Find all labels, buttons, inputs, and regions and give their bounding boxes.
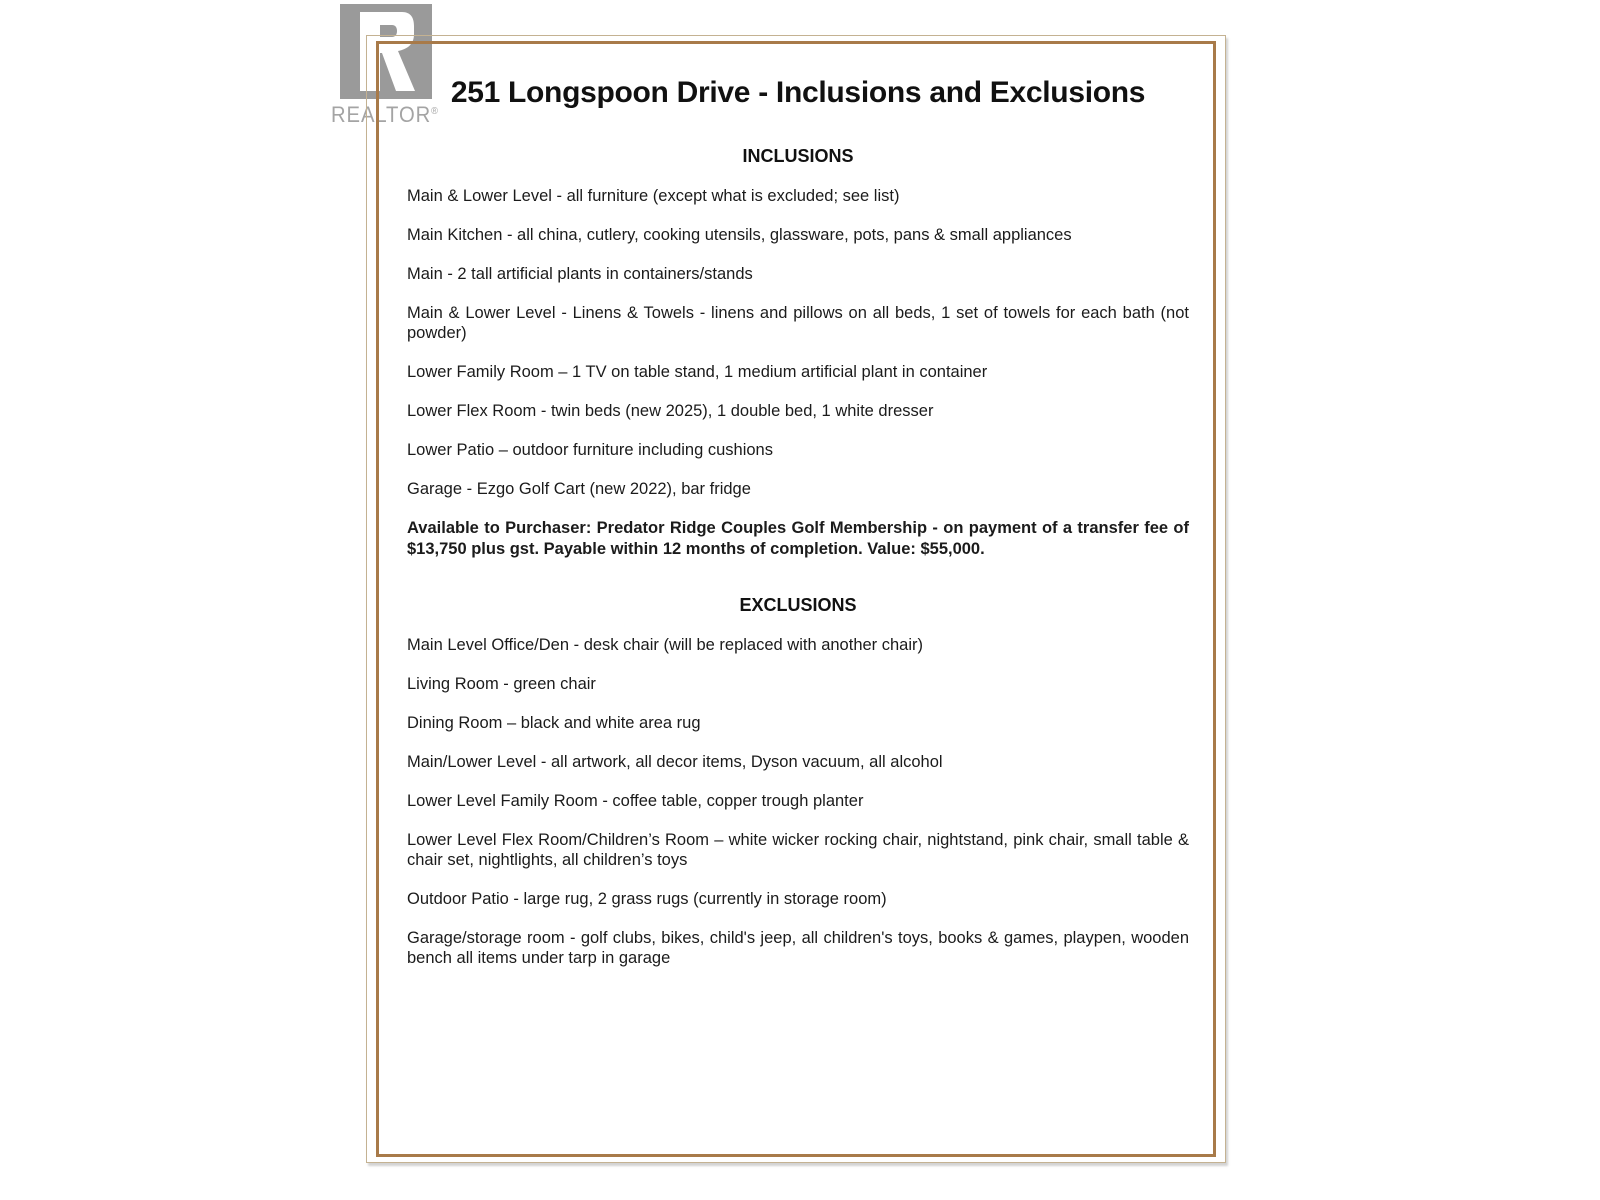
membership-highlight: Available to Purchaser: Predator Ridge Couples Golf Membership - on payment of a transfer fee of $13,750 plus gst. Payable within 12 months of completion. Value: $55,000. <box>407 519 1189 558</box>
inclusion-item: Garage - Ezgo Golf Cart (new 2022), bar fridge <box>407 480 751 498</box>
exclusions-heading: EXCLUSIONS <box>739 595 857 615</box>
exclusion-item: Lower Level Family Room - coffee table, copper trough planter <box>407 792 864 810</box>
decorative-frame-inner-rule <box>376 41 1216 1157</box>
exclusion-item: Living Room - green chair <box>407 675 596 693</box>
inclusion-item: Main & Lower Level - all furniture (except what is excluded; see list) <box>407 187 900 205</box>
inclusion-item: Main & Lower Level - Linens & Towels - linens and pillows on all beds, 1 set of towels for each bath (not powder) <box>407 304 1189 342</box>
exclusion-item: Garage/storage room - golf clubs, bikes, child's jeep, all children's toys, books & games, playpen, wooden bench all items under tarp in garage <box>407 929 1189 967</box>
exclusion-item: Lower Level Flex Room/Children’s Room – white wicker rocking chair, nightstand, pink chair, small table & chair set, nightlights, all children’s toys <box>407 831 1189 869</box>
decorative-frame <box>366 35 1226 1163</box>
page-title: 251 Longspoon Drive - Inclusions and Exclusions <box>450 76 1146 109</box>
inclusions-section <box>407 145 1189 560</box>
inclusion-item: Lower Family Room – 1 TV on table stand, 1 medium artificial plant in container <box>407 363 988 381</box>
inclusions-heading: INCLUSIONS <box>742 146 854 166</box>
realtor-logo-text: REALTOR® <box>331 102 438 127</box>
inclusion-item: Lower Patio – outdoor furniture including cushions <box>407 441 773 459</box>
exclusion-item: Main Level Office/Den - desk chair (will be replaced with another chair) <box>407 636 924 654</box>
registered-trademark-symbol: ® <box>431 106 438 117</box>
inclusion-item: Main - 2 tall artificial plants in containers/stands <box>407 265 753 283</box>
document-content <box>379 44 1213 968</box>
inclusion-item: Main Kitchen - all china, cutlery, cooking utensils, glassware, pots, pans & small appliances <box>407 226 1072 244</box>
exclusion-item: Outdoor Patio - large rug, 2 grass rugs (currently in storage room) <box>407 890 887 908</box>
exclusion-item: Dining Room – black and white area rug <box>407 714 701 732</box>
inclusion-item: Lower Flex Room - twin beds (new 2025), 1 double bed, 1 white dresser <box>407 402 934 420</box>
exclusions-section <box>407 594 1189 968</box>
exclusion-item: Main/Lower Level - all artwork, all decor items, Dyson vacuum, all alcohol <box>407 753 943 771</box>
